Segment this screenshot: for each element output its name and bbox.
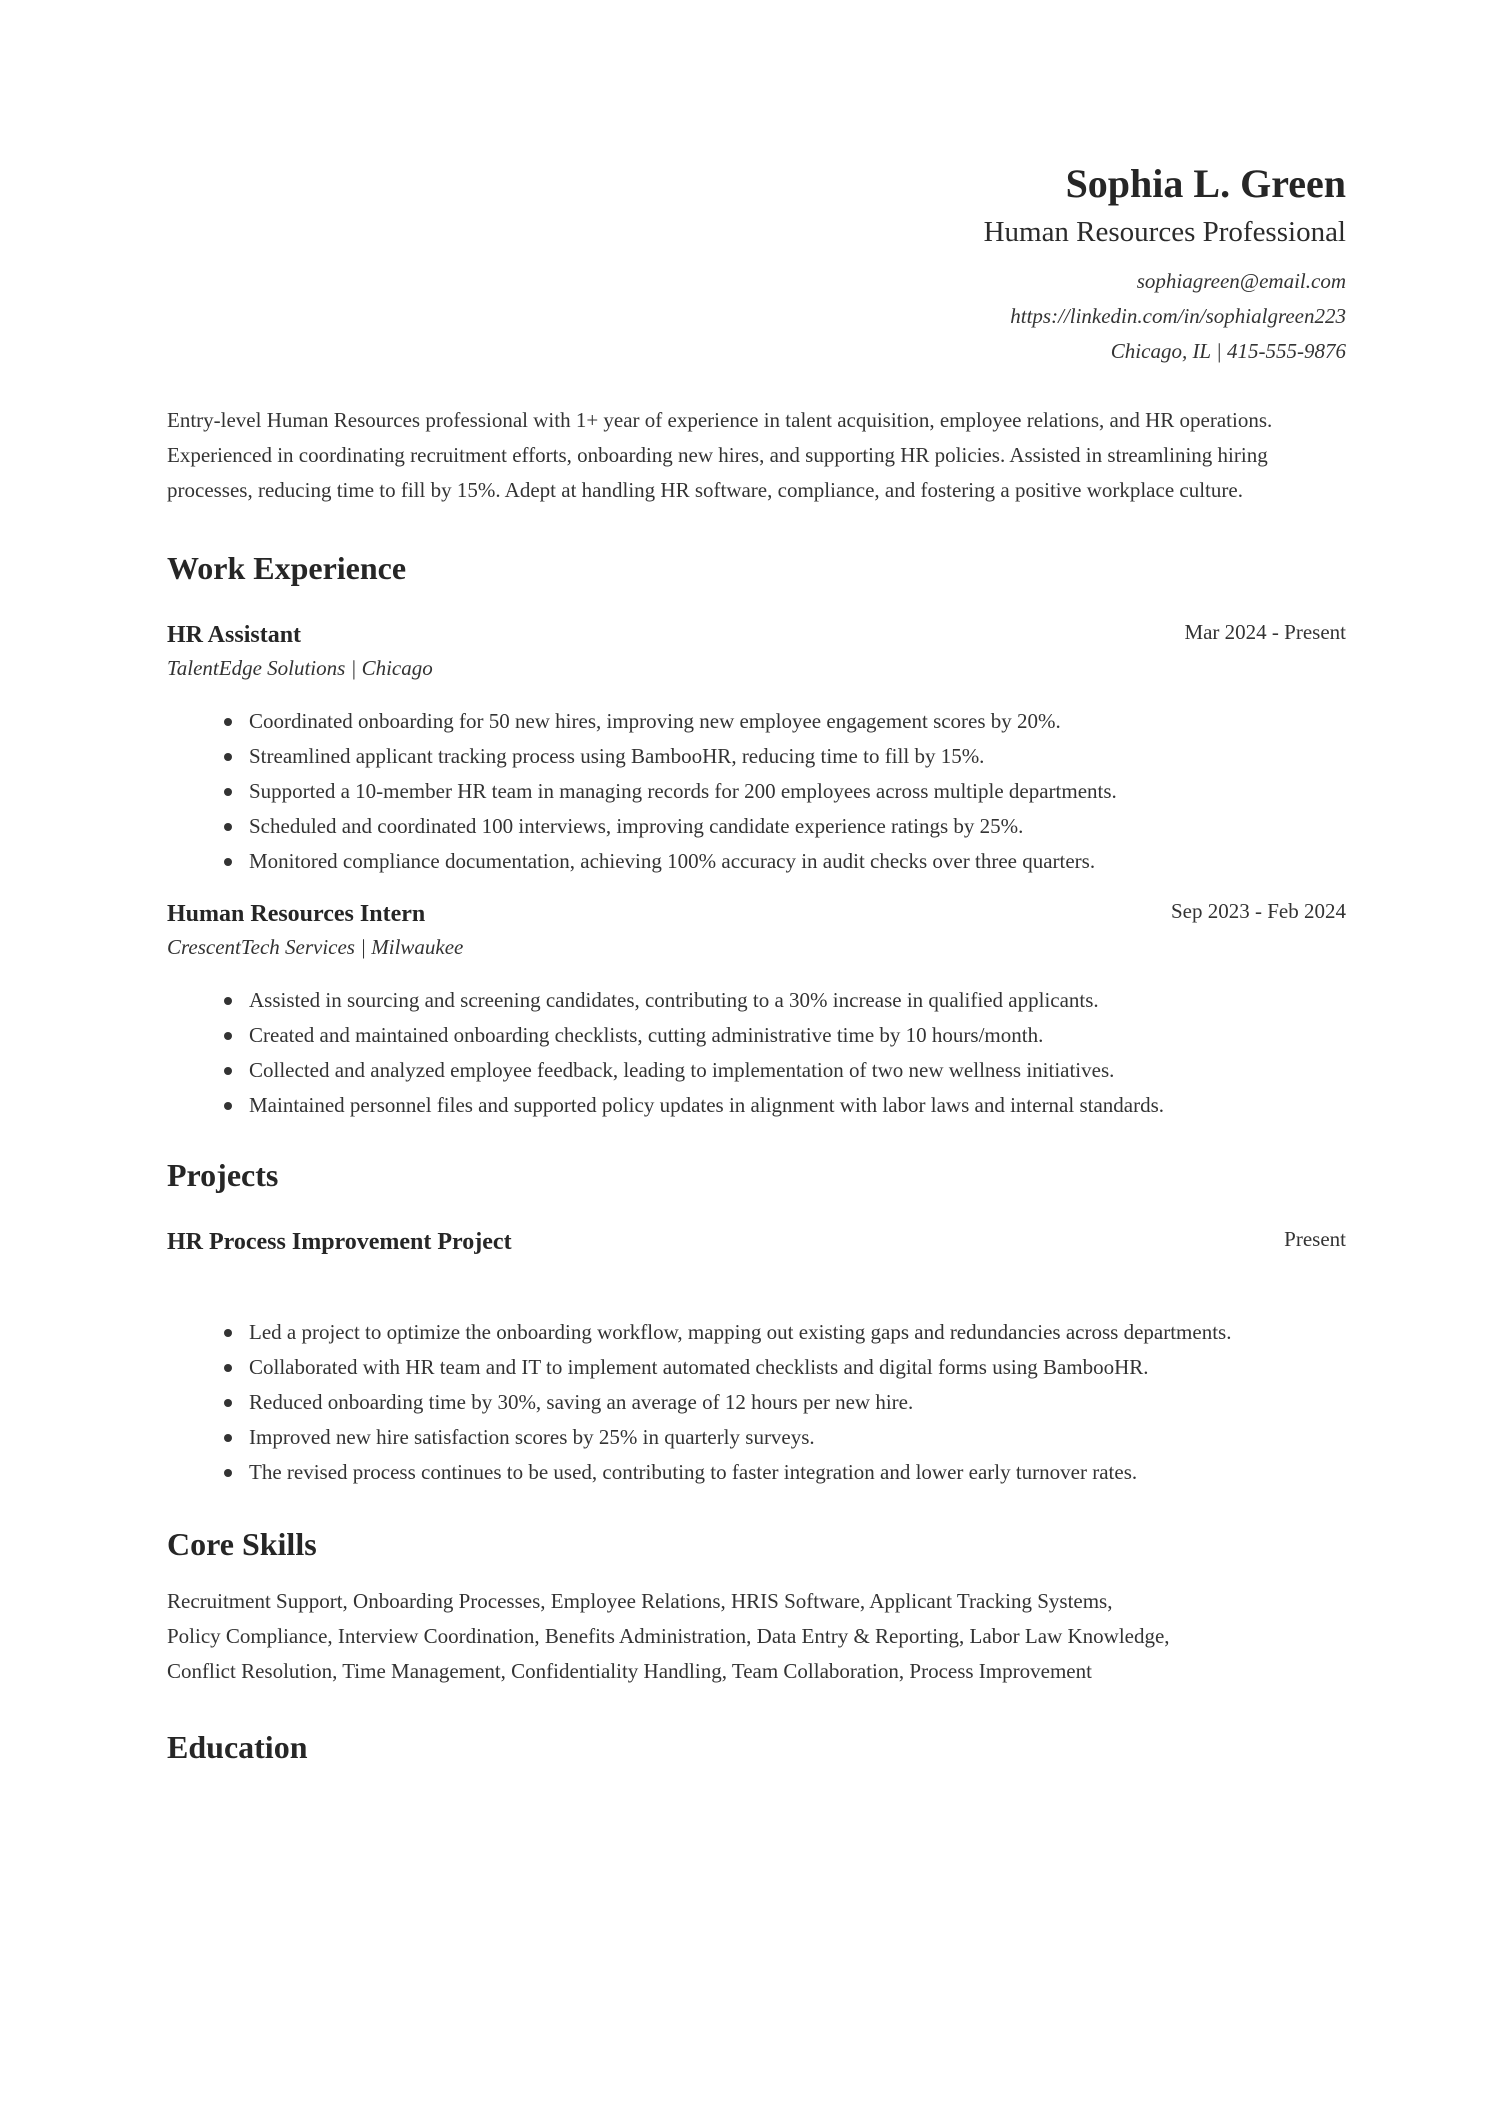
bullet-text: Led a project to optimize the onboarding workflow, mapping out existing gaps and redundancies across departments. [249,1320,1232,1344]
work-experience-section [167,548,1346,1123]
education-section [167,1727,1346,1767]
projects-section [167,1155,1346,1490]
bullet-icon [224,718,232,726]
bullet-text: Scheduled and coordinated 100 interviews, improving candidate experience ratings by 25%. [249,814,1024,838]
skills-section [167,1524,1346,1689]
section-title-projects: Projects [167,1157,279,1193]
contact-location-phone: Chicago, IL | 415-555-9876 [1110,339,1346,363]
skills-line: Policy Compliance, Interview Coordination, Benefits Administration, Data Entry & Reporting, Labor Law Knowledge, [167,1624,1170,1648]
bullet-text: Coordinated onboarding for 50 new hires, improving new employee engagement scores by 20%. [249,709,1061,733]
bullet-item [249,844,1346,879]
job-bullets [167,983,1346,1123]
bullet-text: Assisted in sourcing and screening candidates, contributing to a 30% increase in qualified applicants. [249,988,1099,1012]
bullet-text: Supported a 10-member HR team in managing records for 200 employees across multiple departments. [249,779,1117,803]
contact-email[interactable]: sophiagreen@email.com [1136,269,1346,293]
bullet-text: The revised process continues to be used, contributing to faster integration and lower early turnover rates. [249,1460,1138,1484]
section-title-skills: Core Skills [167,1526,317,1562]
bullet-item [249,704,1346,739]
bullet-item [249,1018,1346,1053]
bullet-icon [224,1032,232,1040]
bullet-text: Collected and analyzed employee feedback, leading to implementation of two new wellness initiatives. [249,1058,1115,1082]
bullet-item [249,1088,1346,1123]
bullet-icon [224,1102,232,1110]
job-title: Human Resources Intern [167,901,426,927]
bullet-item [249,1420,1346,1455]
bullet-icon [224,753,232,761]
bullet-item [249,1385,1346,1420]
candidate-name: Sophia L. Green [1065,161,1346,206]
job-company: TalentEdge Solutions | Chicago [167,656,433,680]
bullet-item [249,1315,1346,1350]
work-entry [167,618,1346,879]
bullet-icon [224,1364,232,1372]
bullet-icon [224,1469,232,1477]
bullet-item [249,983,1346,1018]
bullet-icon [224,1329,232,1337]
bullet-icon [224,1434,232,1442]
candidate-title: Human Resources Professional [983,216,1346,248]
bullet-icon [224,1067,232,1075]
bullet-icon [224,823,232,831]
bullet-icon [224,997,232,1005]
bullet-text: Streamlined applicant tracking process using BambooHR, reducing time to fill by 15%. [249,744,985,768]
skills-line: Recruitment Support, Onboarding Processes, Employee Relations, HRIS Software, Applicant Tracking Systems, [167,1589,1113,1613]
bullet-item [249,1053,1346,1088]
work-entry [167,897,1346,1123]
resume-page [167,0,1346,1767]
project-dates: Present [1284,1227,1346,1251]
bullet-item [249,1350,1346,1385]
bullet-item [249,739,1346,774]
skills-list [167,1584,1346,1689]
project-bullets [167,1315,1346,1490]
professional-summary: Entry-level Human Resources professional with 1+ year of experience in talent acquisition, employee relations, and HR operations. Experienced in coordinating recruitment efforts, onboarding new hires, and supporting HR policies. Assisted in streamlining hiring processes, reducing time to fill by 15%. Adept at handling HR software, compliance, and fostering a positive workplace culture. [167,408,1273,502]
job-company: CrescentTech Services | Milwaukee [167,935,464,959]
section-title-education: Education [167,1729,308,1765]
job-title: HR Assistant [167,622,302,648]
resume-header [167,0,1346,369]
contact-block [167,264,1346,369]
section-title-work: Work Experience [167,550,407,586]
bullet-item [249,809,1346,844]
bullet-icon [224,1399,232,1407]
job-dates: Sep 2023 - Feb 2024 [1171,899,1346,923]
contact-linkedin[interactable]: https://linkedin.com/in/sophialgreen223 [1010,304,1346,328]
bullet-text: Created and maintained onboarding checklists, cutting administrative time by 10 hours/month. [249,1023,1044,1047]
project-entry [167,1225,1346,1490]
job-dates: Mar 2024 - Present [1184,620,1346,644]
bullet-icon [224,858,232,866]
job-bullets [167,704,1346,879]
bullet-text: Improved new hire satisfaction scores by 25% in quarterly surveys. [249,1425,815,1449]
bullet-icon [224,788,232,796]
bullet-item [249,774,1346,809]
project-title: HR Process Improvement Project [167,1229,512,1255]
bullet-text: Monitored compliance documentation, achieving 100% accuracy in audit checks over three quarters. [249,849,1096,873]
bullet-text: Maintained personnel files and supported policy updates in alignment with labor laws and internal standards. [249,1093,1165,1117]
skills-line: Conflict Resolution, Time Management, Confidentiality Handling, Team Collaboration, Process Improvement [167,1659,1092,1683]
bullet-item [249,1455,1346,1490]
bullet-text: Reduced onboarding time by 30%, saving an average of 12 hours per new hire. [249,1390,914,1414]
bullet-text: Collaborated with HR team and IT to implement automated checklists and digital forms using BambooHR. [249,1355,1149,1379]
